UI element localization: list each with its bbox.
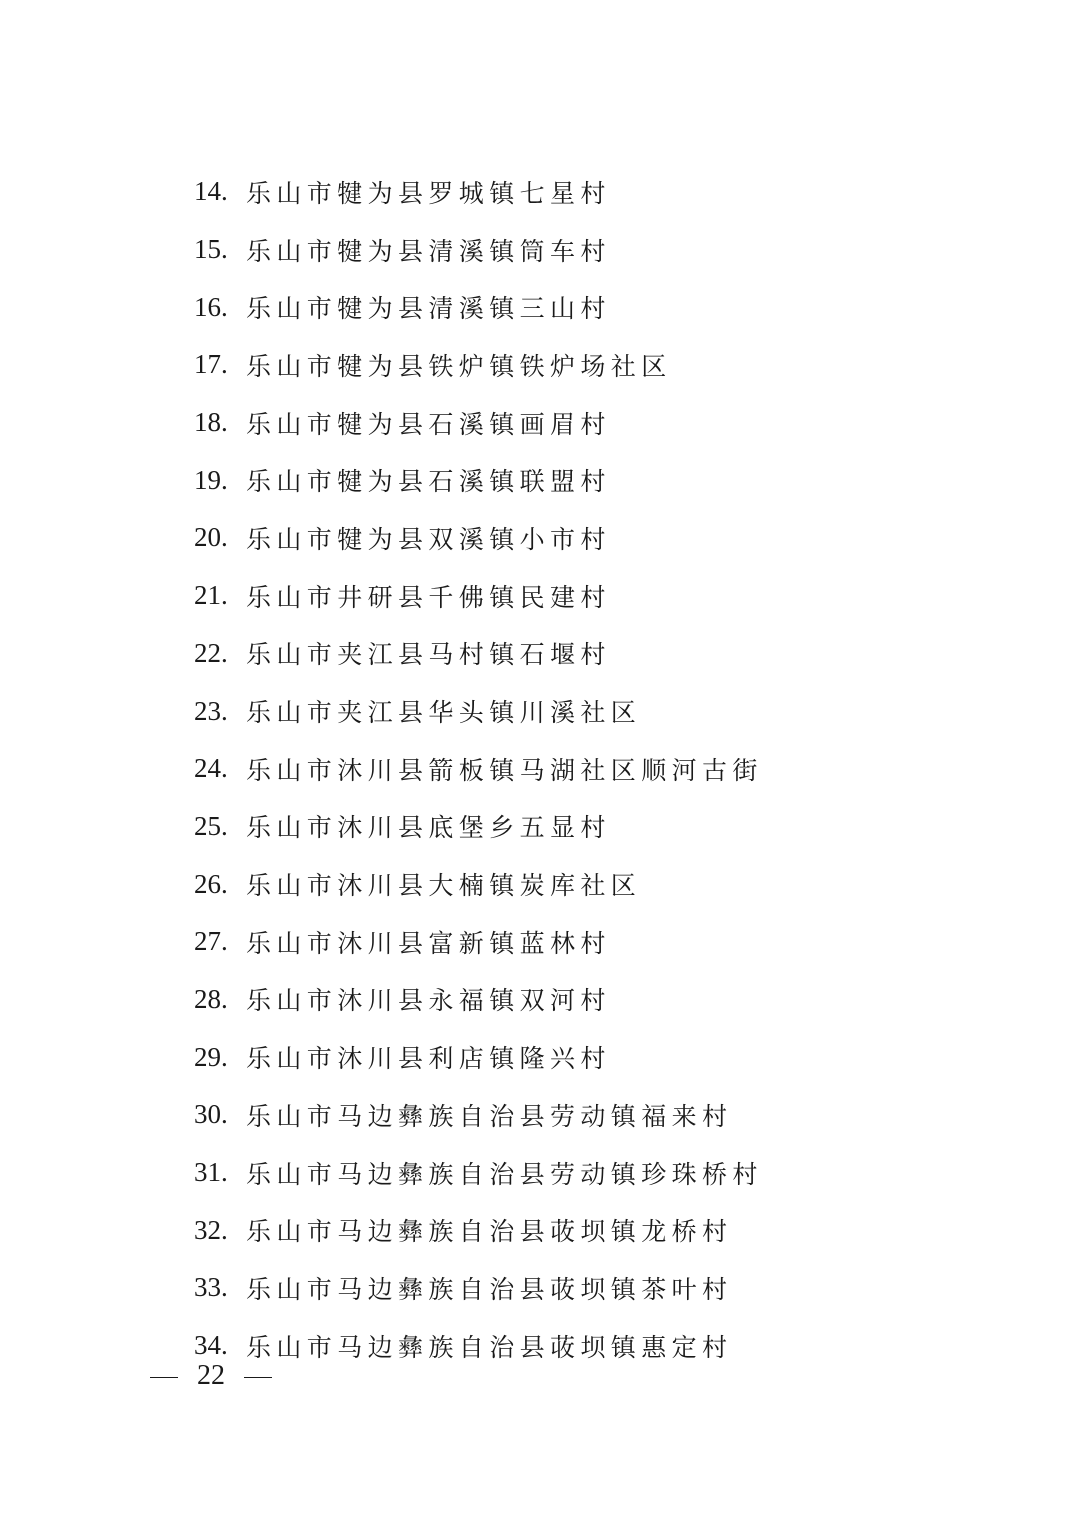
list-item-number: 22. (194, 637, 228, 668)
list-item-number: 16. (194, 291, 228, 322)
list-item (194, 798, 763, 856)
list-item-text: 乐山市井研县千佛镇民建村 (246, 582, 611, 612)
list-item-text: 乐山市夹江县华头镇川溪社区 (246, 698, 642, 728)
list-item (194, 394, 763, 452)
list-item (194, 278, 763, 336)
list-item-text: 乐山市犍为县清溪镇三山村 (246, 294, 611, 324)
list-item (194, 509, 763, 567)
list-item-number: 27. (194, 926, 228, 957)
list-item-text: 乐山市马边彝族自治县劳动镇福来村 (246, 1101, 733, 1131)
list-item (194, 1144, 763, 1202)
list-item-number: 19. (194, 464, 228, 495)
list-item-number: 18. (194, 407, 228, 438)
list-item-text: 乐山市犍为县双溪镇小市村 (246, 524, 611, 554)
list-item-text: 乐山市沐川县底堡乡五显村 (246, 813, 611, 843)
footer-dash-right (244, 1377, 272, 1379)
list-item (194, 163, 763, 221)
footer-dash-left (150, 1377, 178, 1379)
list-item (194, 1317, 763, 1375)
list-item-number: 23. (194, 695, 228, 726)
list-item-text: 乐山市沐川县大楠镇炭库社区 (246, 871, 642, 901)
list-item-text: 乐山市马边彝族自治县荍坝镇惠定村 (246, 1332, 733, 1362)
page-footer (150, 1360, 272, 1392)
list-item (194, 567, 763, 625)
list-item-number: 32. (194, 1214, 228, 1245)
list-item-text: 乐山市马边彝族自治县荍坝镇龙桥村 (246, 1217, 733, 1247)
list-item-text: 乐山市犍为县罗城镇七星村 (246, 178, 611, 208)
list-item (194, 336, 763, 394)
list-item (194, 1086, 763, 1144)
list-item-number: 14. (194, 176, 228, 207)
list-item (194, 855, 763, 913)
list-item-text: 乐山市犍为县清溪镇筒车村 (246, 236, 611, 266)
list-item-text: 乐山市犍为县石溪镇联盟村 (246, 467, 611, 497)
list-item-number: 29. (194, 1041, 228, 1072)
list-item-number: 28. (194, 983, 228, 1014)
list-item (194, 1028, 763, 1086)
list-item-text: 乐山市沐川县利店镇隆兴村 (246, 1044, 611, 1074)
list-item-text: 乐山市夹江县马村镇石堰村 (246, 640, 611, 670)
list-item (194, 913, 763, 971)
list-item-number: 31. (194, 1157, 228, 1188)
list-item-number: 30. (194, 1099, 228, 1130)
list-item-text: 乐山市犍为县铁炉镇铁炉场社区 (246, 351, 672, 381)
village-list (194, 163, 763, 1374)
list-item-number: 24. (194, 753, 228, 784)
list-item-number: 15. (194, 234, 228, 265)
list-item-text: 乐山市犍为县石溪镇画眉村 (246, 409, 611, 439)
list-item-text: 乐山市沐川县箭板镇马湖社区顺河古街 (246, 755, 763, 785)
list-item-number: 20. (194, 522, 228, 553)
list-item-text: 乐山市马边彝族自治县荍坝镇茶叶村 (246, 1274, 733, 1304)
list-item-text: 乐山市马边彝族自治县劳动镇珍珠桥村 (246, 1159, 763, 1189)
list-item (194, 451, 763, 509)
list-item-number: 34. (194, 1330, 228, 1361)
list-item-text: 乐山市沐川县富新镇蓝林村 (246, 928, 611, 958)
list-item-number: 17. (194, 349, 228, 380)
list-item (194, 625, 763, 683)
list-item-number: 21. (194, 580, 228, 611)
page-number: 22 (197, 1360, 225, 1391)
list-item (194, 1259, 763, 1317)
list-item (194, 682, 763, 740)
list-item-number: 33. (194, 1272, 228, 1303)
list-item-number: 25. (194, 810, 228, 841)
list-item (194, 1201, 763, 1259)
list-item (194, 971, 763, 1029)
list-item-text: 乐山市沐川县永福镇双河村 (246, 986, 611, 1016)
list-item-number: 26. (194, 868, 228, 899)
list-item (194, 221, 763, 279)
list-item (194, 740, 763, 798)
